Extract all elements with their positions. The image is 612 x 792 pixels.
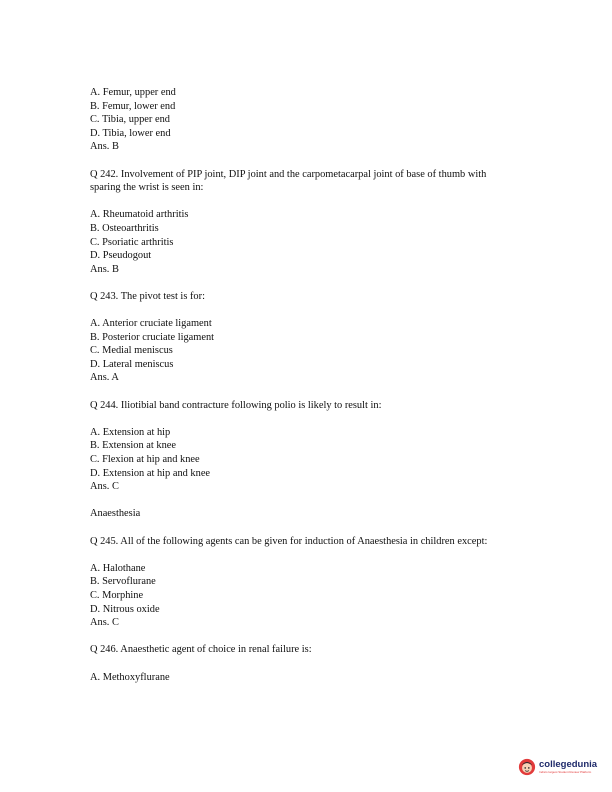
page-content [90,86,530,684]
answer-line: Ans. B [90,263,119,275]
spacer [90,494,530,508]
spacer [90,412,530,426]
logo-text [539,760,597,774]
option-line: A. Extension at hip [90,426,171,438]
spacer [90,630,530,644]
option-line: B. Osteoarthritis [90,222,159,234]
spacer [90,154,530,168]
spacer [90,385,530,399]
option-line: A. Femur, upper end [90,87,176,98]
spacer [90,548,530,562]
answer-line: Ans. C [90,617,119,629]
answer-line: Ans. C [90,481,119,493]
option-line: B. Posterior cruciate ligament [90,331,215,343]
option-line: A. Anterior cruciate ligament [90,318,212,330]
option-line: D. Nitrous oxide [90,603,160,615]
spacer [90,521,530,535]
option-line: C. Tibia, upper end [90,114,170,126]
spacer [90,195,530,209]
option-line: B. Femur, lower end [90,100,176,112]
section-heading: Anaesthesia [90,508,141,520]
option-line: D. Lateral meniscus [90,358,174,370]
logo-name: collegedunia [539,759,598,770]
student-avatar-icon [518,758,536,776]
question-text: Q 243. The pivot test is for: [90,290,205,302]
spacer [90,304,530,318]
question-text: Q 245. All of the following agents can be given for induction of Anaesthesia in children except: [90,535,488,547]
spacer [90,276,530,290]
option-line: D. Tibia, lower end [90,127,171,139]
answer-line: Ans. B [90,141,119,153]
option-line: A. Halothane [90,562,146,574]
option-line: A. Rheumatoid arthritis [90,209,189,221]
answer-line: Ans. A [90,372,119,384]
option-line: C. Flexion at hip and knee [90,454,200,466]
option-line: D. Pseudogout [90,250,152,262]
question-text: Q 246. Anaesthetic agent of choice in renal failure is: [90,644,312,656]
option-line: C. Medial meniscus [90,345,173,357]
logo-tagline: India's largest Student Review Platform [539,770,592,774]
option-line: A. Methoxyflurane [90,671,170,683]
option-line: B. Servoflurane [90,576,156,588]
option-line: C. Psoriatic arthritis [90,236,174,248]
option-line: B. Extension at knee [90,440,176,452]
spacer [90,657,530,671]
collegedunia-logo [518,758,597,776]
question-text: Q 244. Iliotibial band contracture following polio is likely to result in: [90,399,382,411]
option-line: D. Extension at hip and knee [90,467,211,479]
option-line: C. Morphine [90,589,144,601]
question-text: Q 242. Involvement of PIP joint, DIP joint and the carpometacarpal joint of base of thumb with sparing the wrist is seen in: [90,168,487,194]
